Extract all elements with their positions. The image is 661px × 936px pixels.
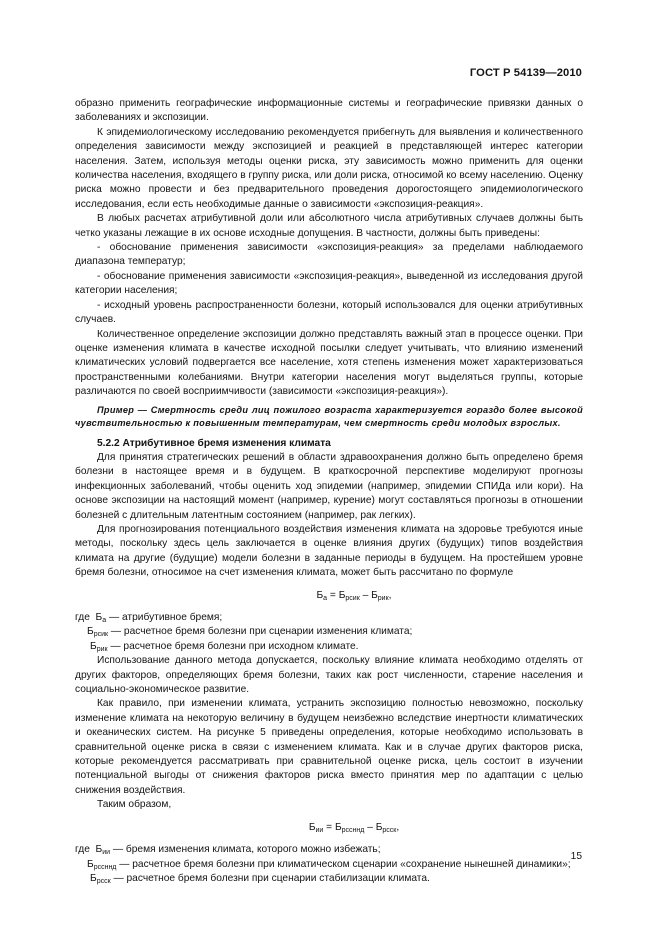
paragraph: Использование данного метода допускается, поскольку влияние климата необходимо отделять от других факторов, определяющих бремя болезни, таких как рост численности, старение населения и социально-экономическое развитие. bbox=[75, 655, 583, 696]
list-item: - исходный уровень распространенности болезни, который использовался для оценки атрибутивных случаев. bbox=[75, 299, 583, 326]
formula-definitions bbox=[75, 611, 583, 654]
example-text: Смертность среди лиц пожилого возраста характеризуется гораздо более высокой чувствительностью к повышенным температурам, чем смертность среди молодых взрослых. bbox=[75, 404, 583, 428]
section-heading: 5.2.2 Атрибутивное бремя изменения климата bbox=[97, 437, 331, 449]
list-item: - обоснование применения зависимости «экспозиция-реакция» за пределами наблюдаемого диапазона температур; bbox=[75, 242, 583, 268]
paragraph: Для принятия стратегических решений в области здравоохранения должно быть определено бремя болезни в настоящее время и в будущем. В краткосрочной перспективе моделируют прогнозы инфекционных заболеваний, чтобы оценить ход эпидемии (например, эпидемии СПИДа или кори). На основе экспозиции на настоящий момент (например, курение) могут составляться прогнозы в отношении болезней с длительным латентным состоянием (например, рак легких). bbox=[75, 451, 583, 521]
page-body bbox=[75, 97, 583, 886]
formula-attributive-burden: $Б_а = Б_{рсик} - Б_{рик}$, bbox=[316, 589, 392, 602]
paragraph: Как правило, при изменении климата, устранить экспозицию полностью невозможно, поскольку изменение климата на некоторую величину в будущем неизбежно вследствие инертности климатических и океанических систем. На рисунке 5 приведены определения, которые необходимо использовать в сравнительной оценке риска в связи с изменением климата. Как и в случае других факторов риска, которые рекомендуется рассматривать при сравнительной оценке риска, цель состоит в изучении потенциальной выгоды от снижения факторов риска вместо принятия мер по адаптации с целью снижения воздействия. bbox=[75, 698, 583, 796]
paragraph: Количественное определение экспозиции должно представлять важный этап в процессе оценки. При оценке изменения климата в качестве исходной посылки следует учитывать, что влиянию изменений климатических условий подвергается все население, хотя степень изменения может характеризоваться пространственными колебаниями. Внутри категории населения могут выделяться группы, которые различаются по своей восприимчивости (зависимости «экспозиция-реакция»). bbox=[75, 328, 583, 398]
example-note bbox=[75, 404, 583, 430]
paragraph: Таким образом, bbox=[97, 799, 172, 811]
definition-row: где $Б_а$ — атрибутивное бремя; bbox=[75, 612, 223, 624]
formula-avoidable-burden: $Б_{ии} = Б_{рссннд} - Б_{рсск}$, bbox=[308, 821, 400, 834]
formula-definitions bbox=[75, 843, 583, 886]
paragraph: образно применить географические информационные системы и географические привязки данных о заболеваниях и экспозиции. bbox=[75, 98, 583, 124]
paragraph: В любых расчетах атрибутивной доли или абсолютного числа атрибутивных случаев должны быть четко указаны лежащие в их основе исходные допущения. В частности, должны быть приведены: bbox=[75, 213, 583, 239]
definition-row: $Б_{рсск}$ — расчетное бремя болезни при сценарии стабилизации климата. bbox=[90, 872, 430, 885]
definition-row: $Б_{рсик}$ — расчетное бремя болезни при сценарии изменения климата; bbox=[87, 626, 413, 639]
definition-row: $Б_{рик}$ — расчетное бремя болезни при исходном климате. bbox=[90, 640, 359, 653]
paragraph: Для прогнозирования потенциального воздействия изменения климата на здоровье требуются иные методы, поскольку здесь цель заключается в оценке влияния других (будущих) типов воздействия климата на другие (будущие) модели болезни в заданные периоды в будущем. На простейшем уровне бремя болезни, относимое на счет изменения климата, может быть рассчитано по формуле bbox=[75, 523, 583, 579]
list-item: - обоснование применения зависимости «экспозиция-реакция», выведенной из исследования другой категории населения; bbox=[75, 270, 583, 297]
definition-row: $Б_{рссннд}$ — расчетное бремя болезни при климатическом сценарии «сохранение нынешней динамики»; bbox=[87, 858, 571, 871]
page-number: 15 bbox=[570, 851, 582, 862]
paragraph: К эпидемиологическому исследованию рекомендуется прибегнуть для выявления и количественного определения зависимости между экспозицией и реакцией в представляющей интерес категории населения. Затем, используя методы оценки риска, эту зависимость можно применить для оценки количества населения, входящего в группу риска, или доли риска, относимой ко всему населению. Оценку риска можно провести и без предварительного проведения дорогостоящего эпидемиологического исследования, если есть необходимые данные о зависимости «экспозиция-реакция». bbox=[75, 126, 583, 210]
example-label: Пример — bbox=[97, 404, 148, 415]
definition-row: где $Б_{ии}$ — бремя изменения климата, которого можно избежать; bbox=[75, 844, 381, 857]
standard-code-header: ГОСТ Р 54139—2010 bbox=[469, 67, 582, 79]
